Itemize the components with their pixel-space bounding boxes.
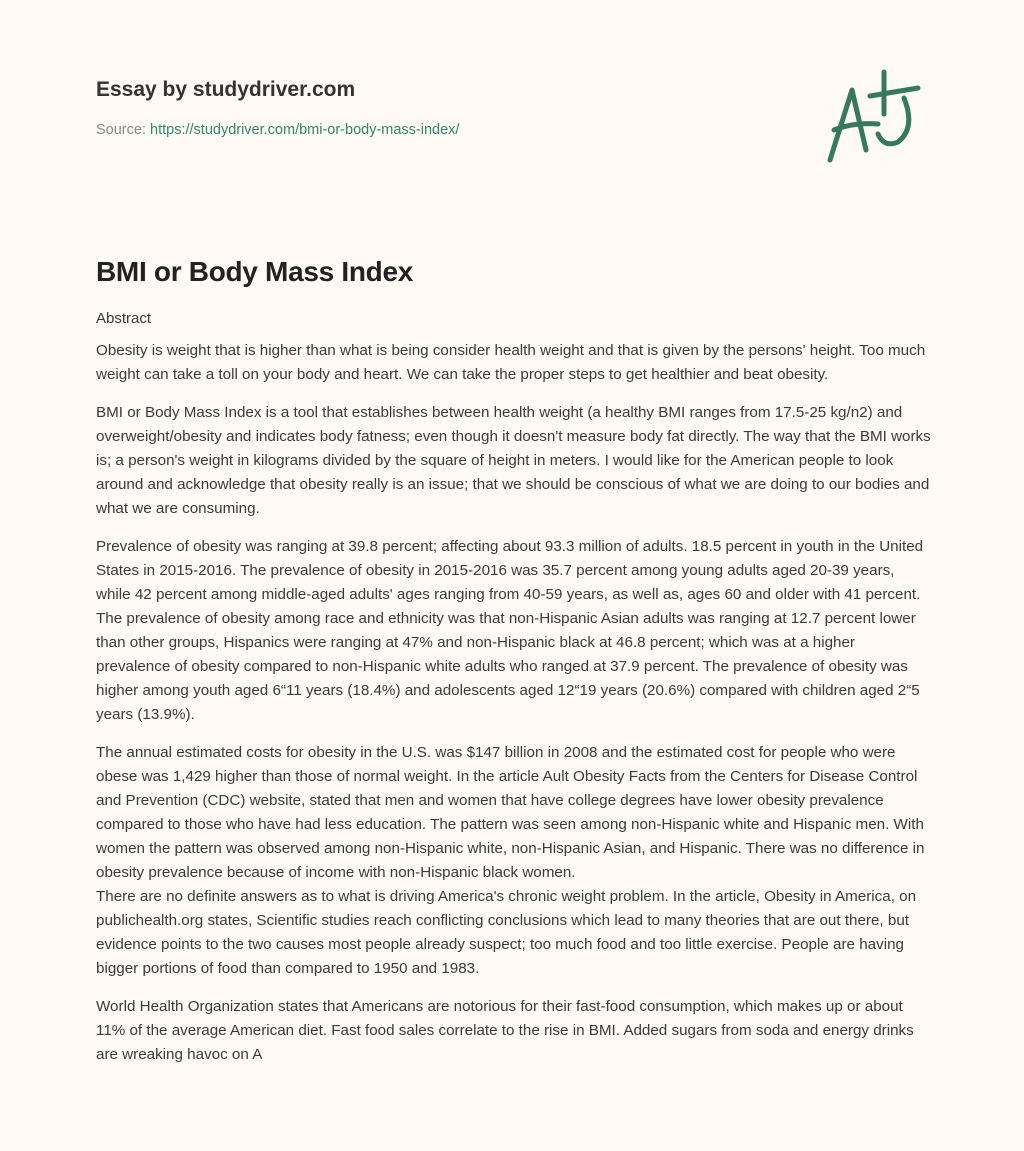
paragraph: World Health Organization states that Americans are notorious for their fast-food consumption, which makes up or about 11% of the average American diet. Fast food sales correlate to the rise in BMI. Added sugars from soda and energy drinks are wreaking havoc on A	[96, 998, 914, 1063]
essay-header	[96, 78, 459, 138]
essay-title: BMI or Body Mass Index	[96, 256, 414, 287]
abstract-heading: Abstract	[96, 310, 152, 327]
source-link[interactable]: https://studydriver.com/bmi-or-body-mass-index/	[150, 122, 460, 138]
paragraph: The annual estimated costs for obesity in the U.S. was $147 billion in 2008 and the estimated cost for people who were obese was 1,429 higher than those of normal weight. In the article Ault Obesity Facts from the Centers for Disease Control and Prevention (CDC) website, stated that men and women that have college degrees have lower obesity prevalence compared to those who have had less education. The pattern was seen among non-Hispanic white and Hispanic men. With women the pattern was observed among non-Hispanic white, non-Hispanic Asian, and Hispanic. There was no difference in obesity prevalence because of income with non-Hispanic black women.	[96, 744, 925, 881]
paragraph: Obesity is weight that is higher than what is being consider health weight and that is given by the persons' height. Too much weight can take a toll on your body and heart. We can take the proper steps to get healthier and beat obesity.	[96, 342, 926, 383]
source-line	[96, 122, 459, 138]
paragraph: There are no definite answers as to what is driving America's chronic weight problem. In the article, Obesity in America, on publichealth.org states, Scientific studies reach conflicting conclusions which lead to many theories that are out there, but evidence points to the two causes most people already suspect; too much food and too little exercise. People are having bigger portions of food than compared to 1950 and 1983.	[96, 888, 917, 977]
source-label: Source:	[96, 122, 146, 138]
paragraph: Prevalence of obesity was ranging at 39.8 percent; affecting about 93.3 million of adults. 18.5 percent in youth in the United States in 2015-2016. The prevalence of obesity in 2015-2016 was 35.7 percent among young adults aged 20-39 years, while 42 percent among middle-aged adults' ages ranging from 40-59 years, as well as, ages 60 and older with 41 percent. The prevalence of obesity among race and ethnicity was that non-Hispanic Asian adults was ranging at 12.7 percent lower than other groups, Hispanics were ranging at 47% and non-Hispanic black at 46.8 percent; which was at a higher prevalence of obesity compared to non-Hispanic white adults who ranged at 37.9 percent. The prevalence of obesity was higher among youth aged 6“11 years (18.4%) and adolescents aged 12“19 years (20.6%) compared with children aged 2“5 years (13.9%).	[96, 538, 924, 723]
paragraph: BMI or Body Mass Index is a tool that establishes between health weight (a healthy BMI ranges from 17.5-25 kg/n2) and overweight/obesity and indicates body fatness; even though it doesn't measure body fat directly. The way that the BMI works is; a person's weight in kilograms divided by the square of height in meters. I would like for the American people to look around and acknowledge that obesity really is an issue; that we should be conscious of what we are doing to our bodies and what we are consuming.	[96, 404, 931, 517]
a-plus-logo-icon	[820, 68, 930, 168]
site-title: Essay by studydriver.com	[96, 78, 356, 101]
essay-body	[96, 256, 932, 1081]
